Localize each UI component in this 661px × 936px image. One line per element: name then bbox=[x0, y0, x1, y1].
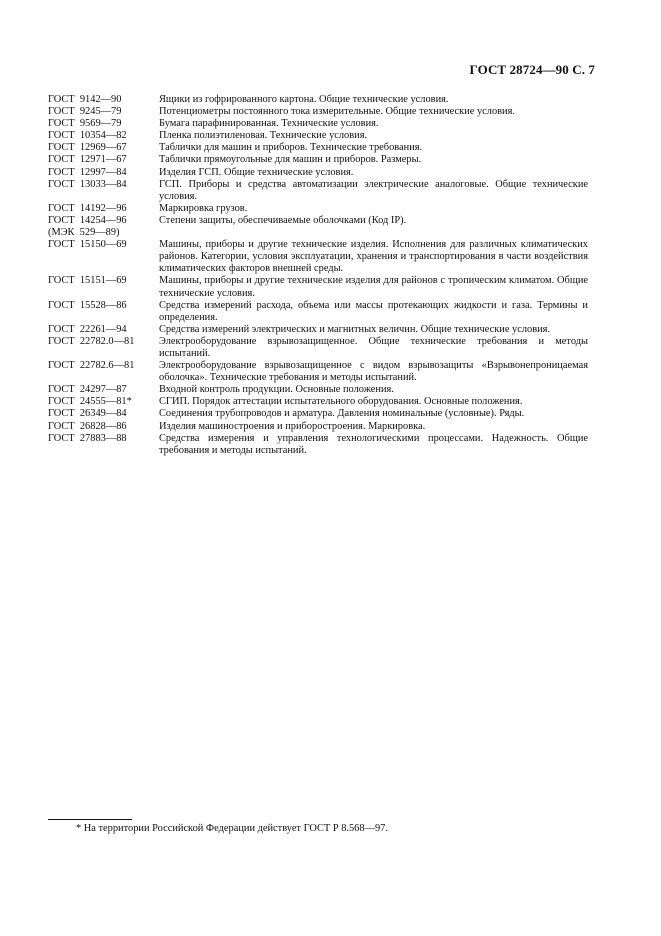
reference-row bbox=[48, 179, 588, 203]
footnote-divider bbox=[48, 819, 132, 820]
reference-title: Степени защиты, обеспечиваемые оболочками (Код IP). bbox=[159, 214, 407, 226]
reference-row bbox=[48, 142, 588, 154]
reference-row bbox=[48, 118, 588, 130]
reference-row bbox=[48, 275, 588, 299]
reference-code: ГОСТ 12971—67 bbox=[48, 154, 127, 166]
reference-code: ГОСТ 9569—79 bbox=[48, 118, 122, 130]
reference-title: Соединения трубопроводов и арматура. Давления номинальные (условные). Ряды. bbox=[159, 408, 525, 420]
reference-title: Изделия машиностроения и приборостроения. Маркировка. bbox=[159, 420, 426, 432]
reference-code: ГОСТ 14192—96 bbox=[48, 202, 127, 214]
reference-row bbox=[48, 94, 588, 106]
reference-title: Маркировка грузов. bbox=[159, 202, 248, 214]
reference-code: ГОСТ 15150—69 bbox=[48, 239, 127, 251]
reference-title: Машины, приборы и другие технические изделия. Исполнения для различных климатических районов. Категории, условия эксплуатации, хранения и транспортирования в части воздействия климатических факторов внешней среды. bbox=[159, 239, 588, 275]
running-header: ГОСТ 28724—90 С. 7 bbox=[469, 62, 595, 77]
reference-row bbox=[48, 227, 588, 239]
reference-row bbox=[48, 324, 588, 336]
reference-code: ГОСТ 10354—82 bbox=[48, 130, 127, 142]
reference-code: ГОСТ 12997—84 bbox=[48, 166, 127, 178]
reference-title: ГСП. Приборы и средства автоматизации электрические аналоговые. Общие технические условия. bbox=[159, 178, 588, 202]
reference-code: ГОСТ 15528—86 bbox=[48, 299, 127, 311]
reference-row bbox=[48, 106, 588, 118]
reference-row bbox=[48, 336, 588, 360]
reference-row bbox=[48, 239, 588, 275]
reference-code: ГОСТ 24555—81* bbox=[48, 396, 132, 408]
reference-code: (МЭК 529—89) bbox=[48, 227, 120, 239]
reference-title: Таблички для машин и приборов. Технические требования. bbox=[159, 142, 423, 154]
normative-references-list bbox=[48, 94, 588, 457]
reference-code: ГОСТ 26828—86 bbox=[48, 420, 127, 432]
reference-title: СГИП. Порядок аттестации испытательного оборудования. Основные положения. bbox=[159, 396, 523, 408]
reference-code: ГОСТ 12969—67 bbox=[48, 142, 127, 154]
reference-row bbox=[48, 300, 588, 324]
reference-row bbox=[48, 360, 588, 384]
reference-title: Пленка полиэтиленовая. Технические условия. bbox=[159, 130, 368, 142]
reference-title bbox=[159, 227, 588, 239]
reference-title: Потенциометры постоянного тока измерительные. Общие технические условия. bbox=[159, 106, 515, 118]
reference-code: ГОСТ 9245—79 bbox=[48, 106, 122, 118]
reference-title: Электрооборудование взрывозащищенное. Общие технические требования и методы испытаний. bbox=[159, 335, 588, 359]
reference-row bbox=[48, 167, 588, 179]
reference-code: ГОСТ 15151—69 bbox=[48, 275, 127, 287]
reference-title: Электрооборудование взрывозащищенное с видом взрывозащиты «Взрывонепроницаемая оболочка». Технические требования и методы испытаний. bbox=[159, 360, 588, 384]
reference-code: ГОСТ 9142—90 bbox=[48, 94, 122, 105]
reference-title: Средства измерений электрических и магнитных величин. Общие технические условия. bbox=[159, 323, 551, 335]
reference-title: Машины, приборы и другие технические изделия для районов с тропическим климатом. Общие технические условия. bbox=[159, 275, 588, 299]
reference-code: ГОСТ 27883—88 bbox=[48, 432, 127, 444]
reference-row bbox=[48, 421, 588, 433]
reference-code: ГОСТ 26349—84 bbox=[48, 408, 127, 420]
reference-title: Бумага парафинированная. Технические условия. bbox=[159, 118, 379, 130]
reference-row bbox=[48, 433, 588, 457]
reference-row bbox=[48, 203, 588, 215]
reference-row bbox=[48, 154, 588, 166]
reference-code: ГОСТ 14254—96 bbox=[48, 214, 127, 226]
reference-row bbox=[48, 130, 588, 142]
reference-code: ГОСТ 22782.6—81 bbox=[48, 360, 135, 372]
reference-code: ГОСТ 22782.0—81 bbox=[48, 335, 135, 347]
reference-title: Входной контроль продукции. Основные положения. bbox=[159, 384, 394, 396]
reference-row bbox=[48, 396, 588, 408]
reference-code: ГОСТ 24297—87 bbox=[48, 384, 127, 396]
reference-title: Таблички прямоугольные для машин и приборов. Размеры. bbox=[159, 154, 422, 166]
reference-title: Ящики из гофрированного картона. Общие технические условия. bbox=[159, 94, 449, 105]
reference-row bbox=[48, 215, 588, 227]
reference-title: Средства измерений расхода, объема или массы протекающих жидкости и газа. Термины и определения. bbox=[159, 299, 588, 323]
reference-row bbox=[48, 408, 588, 420]
reference-code: ГОСТ 22261—94 bbox=[48, 323, 127, 335]
footnote: * На территории Российской Федерации действует ГОСТ Р 8.568—97. bbox=[76, 823, 388, 834]
reference-code: ГОСТ 13033—84 bbox=[48, 178, 127, 190]
reference-title: Изделия ГСП. Общие технические условия. bbox=[159, 166, 354, 178]
reference-row bbox=[48, 384, 588, 396]
reference-title: Средства измерения и управления технологическими процессами. Надежность. Общие требования и методы испытаний. bbox=[159, 432, 588, 456]
